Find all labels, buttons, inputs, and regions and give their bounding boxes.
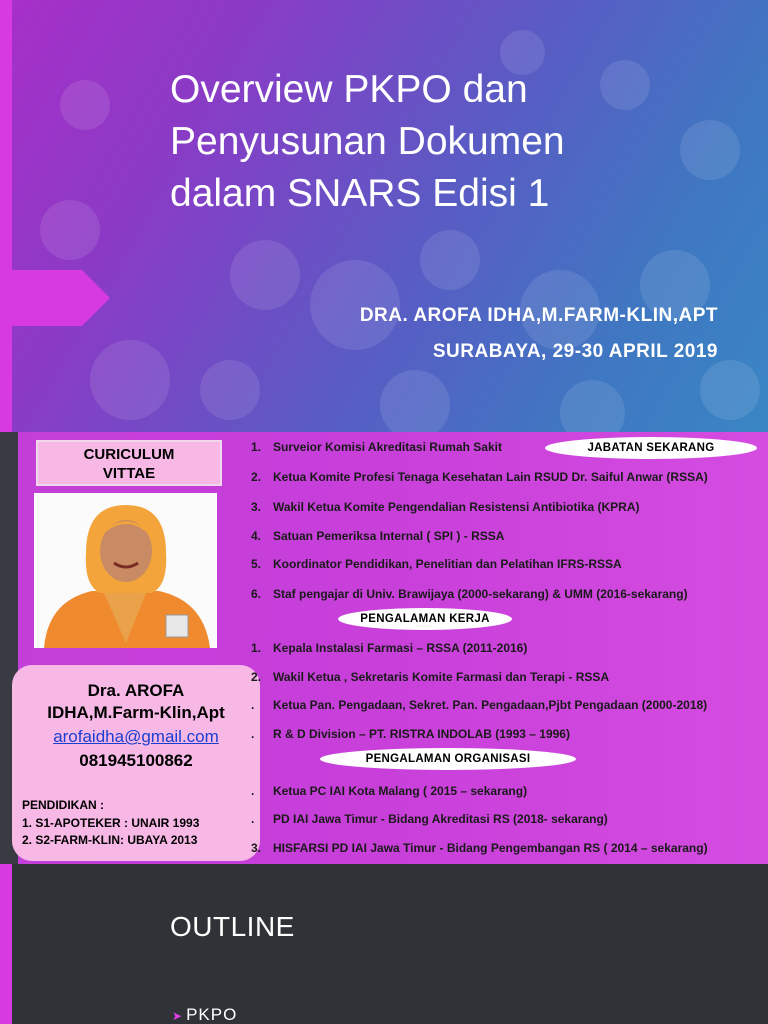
- item-text: Ketua Komite Profesi Tenaga Kesehatan Lain RSUD Dr. Saiful Anwar (RSSA): [273, 470, 708, 484]
- item-text: HISFARSI PD IAI Jawa Timur - Bidang Pengembangan RS ( 2014 – sekarang): [273, 841, 708, 855]
- item-number: 1.: [251, 641, 262, 655]
- cv-heading-text: CURICULUM VITTAE: [83, 446, 175, 482]
- education-item: 2. S2-FARM-KLIN: UBAYA 2013: [22, 833, 198, 847]
- list-item: [251, 641, 527, 655]
- cv-heading: [36, 440, 222, 486]
- accent-bar: [0, 864, 12, 1024]
- education-item: 1. S1-APOTEKER : UNAIR 1993: [22, 816, 200, 830]
- list-item: [251, 812, 608, 826]
- item-number: .: [251, 727, 255, 741]
- item-text: Satuan Pemeriksa Internal ( SPI ) - RSSA: [273, 529, 505, 543]
- list-item: [251, 470, 708, 484]
- list-item: [251, 727, 570, 741]
- item-text: Wakil Ketua , Sekretaris Komite Farmasi dan Terapi - RSSA: [273, 670, 610, 684]
- education-list: [22, 815, 199, 849]
- section-label-kerja: [338, 608, 512, 630]
- outline-item-text: PKPO: [186, 1005, 238, 1024]
- item-text: Ketua PC IAI Kota Malang ( 2015 – sekarang): [273, 784, 528, 798]
- item-text: Staf pengajar di Univ. Brawijaya (2000-sekarang) & UMM (2016-sekarang): [273, 587, 688, 601]
- list-item: [251, 440, 502, 454]
- slide-title: Overview PKPO dan Penyusunan Dokumen dalam SNARS Edisi 1: [170, 68, 565, 215]
- item-text: Ketua Pan. Pengadaan, Sekret. Pan. Pengadaan,Pjbt Pengadaan (2000-2018): [273, 698, 708, 712]
- item-text: Kepala Instalasi Farmasi – RSSA (2011-2016): [273, 641, 528, 655]
- section-label-organisasi: [320, 748, 576, 770]
- profile-photo: [34, 493, 217, 648]
- section-label-text: JABATAN SEKARANG: [587, 442, 715, 454]
- item-number: .: [251, 784, 255, 798]
- education-heading: PENDIDIKAN :: [22, 798, 105, 812]
- list-item: [251, 587, 688, 601]
- item-number: 2.: [251, 670, 262, 684]
- item-text: Wakil Ketua Komite Pengendalian Resistensi Antibiotika (KPRA): [273, 500, 640, 514]
- section-label-text: PENGALAMAN ORGANISASI: [365, 753, 531, 765]
- section-label-jabatan: [545, 437, 757, 459]
- section-label-text: PENGALAMAN KERJA: [360, 613, 490, 625]
- arrow-shape: [0, 270, 110, 326]
- arrow-bullet-icon: ➤: [172, 1009, 184, 1023]
- outline-item: [172, 1005, 237, 1024]
- title-slide: [0, 0, 768, 432]
- place-date: SURABAYA, 29-30 APRIL 2019: [432, 341, 718, 362]
- item-number: .: [251, 812, 255, 826]
- item-number: 4.: [251, 529, 262, 543]
- item-number: 3.: [251, 841, 262, 855]
- list-item: [251, 670, 609, 684]
- person-portrait-icon: [34, 493, 217, 648]
- item-number: 1.: [251, 440, 262, 454]
- item-number: 6.: [251, 587, 262, 601]
- item-number: 5.: [251, 557, 262, 571]
- item-text: R & D Division – PT. RISTRA INDOLAB (1993 – 1996): [273, 727, 570, 741]
- person-name-line2: IDHA,M.Farm-Klin,Apt: [47, 703, 225, 722]
- list-item: [251, 841, 708, 855]
- list-item: [251, 557, 622, 571]
- phone-number: 081945100862: [79, 751, 193, 770]
- list-item: [251, 500, 640, 514]
- item-number: .: [251, 698, 255, 712]
- outline-slide: [0, 864, 768, 1024]
- item-text: Koordinator Pendidikan, Penelitian dan Pelatihan IFRS-RSSA: [273, 557, 622, 571]
- list-item: [251, 529, 504, 543]
- contact-card: [12, 665, 260, 861]
- author-name: DRA. AROFA IDHA,M.FARM-KLIN,APT: [359, 305, 718, 326]
- item-number: 2.: [251, 470, 262, 484]
- person-name-line1: Dra. AROFA: [87, 681, 185, 700]
- item-number: 3.: [251, 500, 262, 514]
- list-item: [251, 698, 707, 712]
- cv-slide: [0, 432, 768, 864]
- email-link[interactable]: arofaidha@gmail.com: [53, 727, 219, 746]
- outline-title: OUTLINE: [170, 911, 295, 942]
- accent-bar: [0, 0, 12, 432]
- item-text: Surveior Komisi Akreditasi Rumah Sakit: [273, 440, 502, 454]
- list-item: [251, 784, 527, 798]
- item-text: PD IAI Jawa Timur - Bidang Akreditasi RS (2018- sekarang): [273, 812, 608, 826]
